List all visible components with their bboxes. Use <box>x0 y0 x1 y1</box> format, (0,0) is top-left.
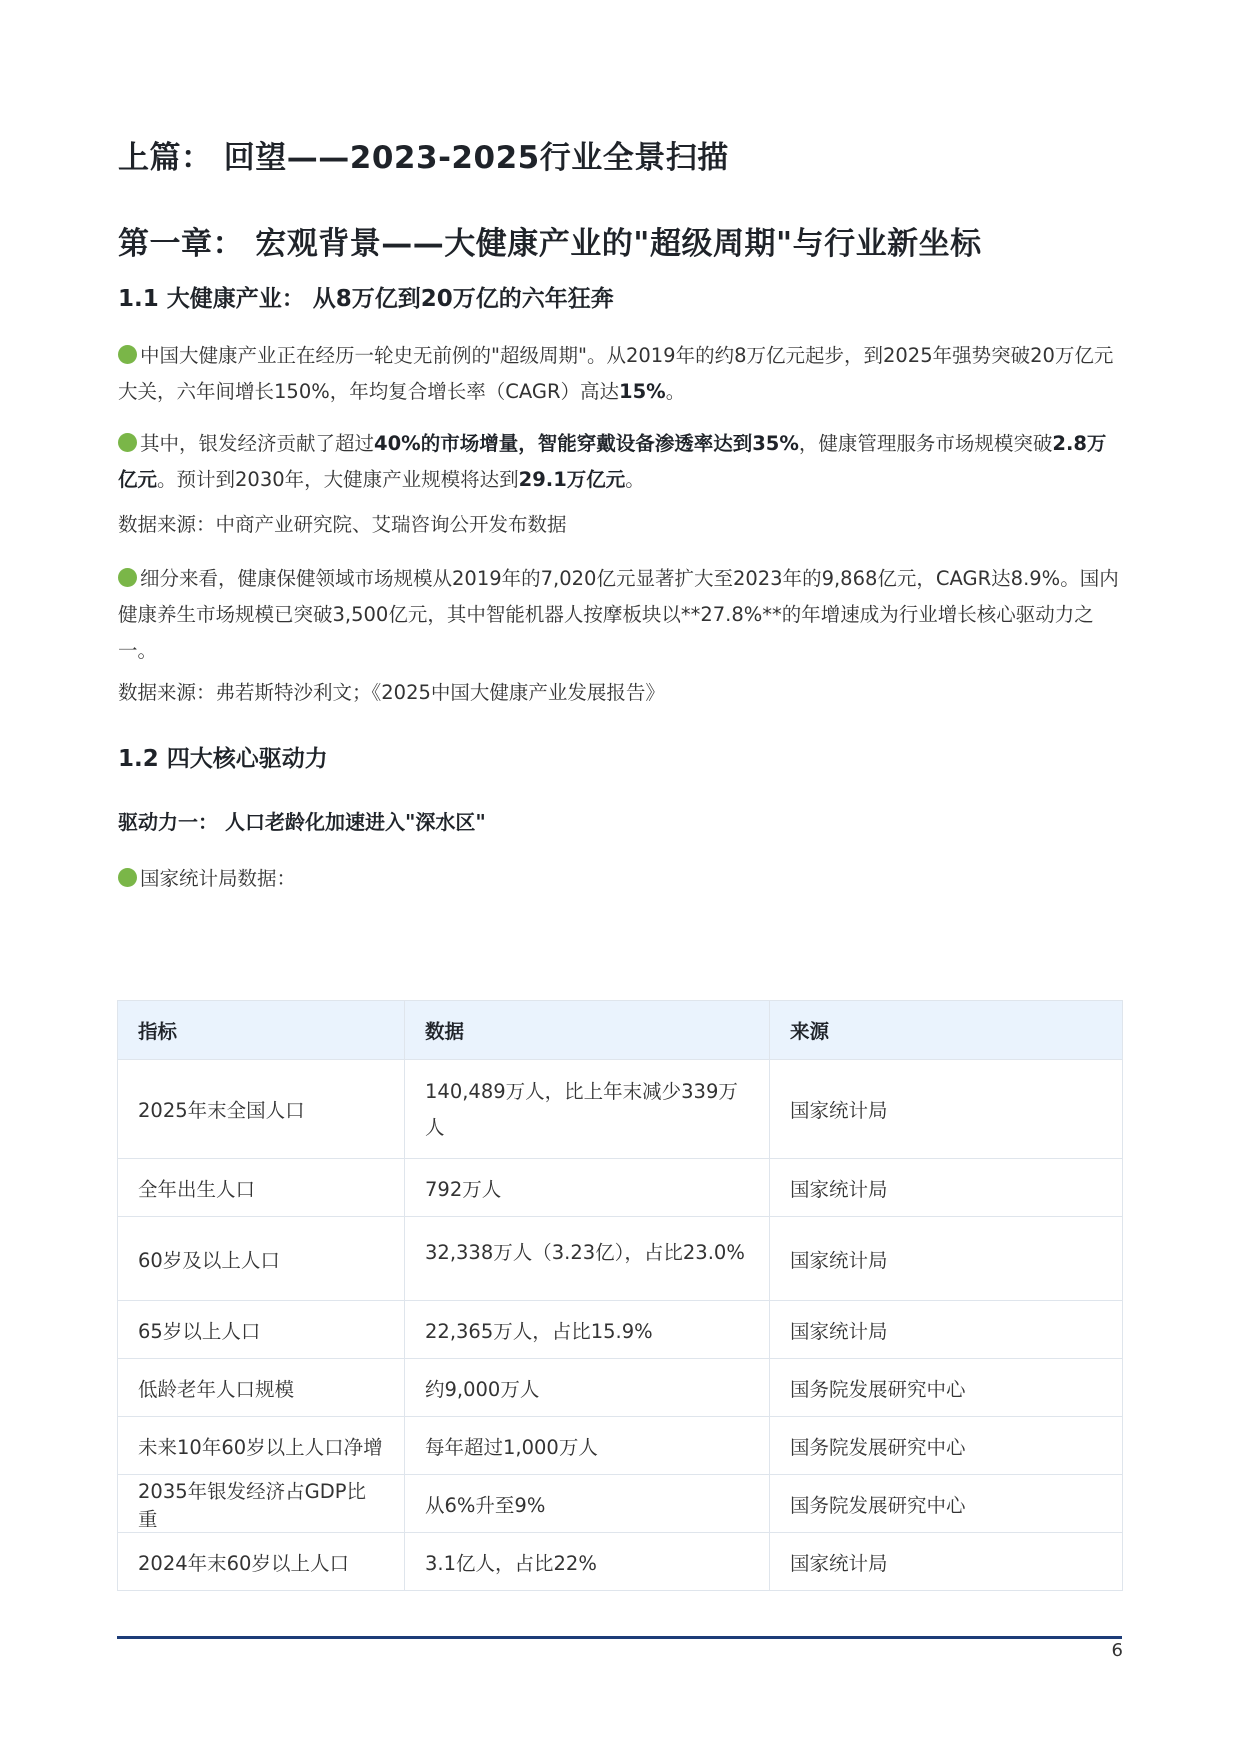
table-row <box>118 1301 1123 1359</box>
table-cell: 国务院发展研究中心 <box>770 1417 1123 1475</box>
paragraph-silver-economy: 其中，银发经济贡献了超过40%的市场增量，智能穿戴设备渗透率达到35%，健康管理服务市场规模突破2.8万亿元。预计到2030年，大健康产业规模将达到29.1万亿元。 <box>118 432 1107 491</box>
table-cell: 2024年末60岁以上人口 <box>118 1533 405 1591</box>
column-header-source: 来源 <box>770 1001 1123 1060</box>
table-cell: 约9,000万人 <box>405 1359 770 1417</box>
page-number: 6 <box>1111 1640 1123 1661</box>
table-row <box>118 1217 1123 1301</box>
table-cell: 国家统计局 <box>770 1159 1123 1217</box>
data-source-note: 数据来源：弗若斯特沙利文；《2025中国大健康产业发展报告》 <box>118 681 665 704</box>
population-statistics-table <box>117 1000 1123 1591</box>
table-cell: 2025年末全国人口 <box>118 1060 405 1159</box>
table-cell: 3.1亿人，占比22% <box>405 1533 770 1591</box>
table-row <box>118 1475 1123 1533</box>
table-cell: 从6%升至9% <box>405 1475 770 1533</box>
driver-one-title: 驱动力一： 人口老龄化加速进入"深水区" <box>118 810 486 834</box>
table-cell: 140,489万人，比上年末减少339万人 <box>405 1060 770 1159</box>
bullet-dot-icon <box>118 868 137 887</box>
table-row <box>118 1060 1123 1159</box>
table-cell: 国家统计局 <box>770 1217 1123 1301</box>
table-cell: 每年超过1,000万人 <box>405 1417 770 1475</box>
paragraph-segment-detail: 细分来看，健康保健领域市场规模从2019年的7,020亿元显著扩大至2023年的9,868亿元，CAGR达8.9%。国内健康养生市场规模已突破3,500亿元，其中智能机器人按摩板块以**27.8%**的年增速成为行业增长核心驱动力之一。 <box>118 567 1119 662</box>
table-cell: 低龄老年人口规模 <box>118 1359 405 1417</box>
table-cell: 65岁以上人口 <box>118 1301 405 1359</box>
column-header-indicator: 指标 <box>118 1001 405 1060</box>
table-cell: 22,365万人，占比15.9% <box>405 1301 770 1359</box>
table-header-row <box>118 1001 1123 1060</box>
table-cell: 2035年银发经济占GDP比重 <box>118 1475 405 1533</box>
table-row <box>118 1417 1123 1475</box>
table-cell: 国务院发展研究中心 <box>770 1475 1123 1533</box>
table-cell: 全年出生人口 <box>118 1159 405 1217</box>
table-row <box>118 1159 1123 1217</box>
table-cell: 792万人 <box>405 1159 770 1217</box>
statistics-table-container <box>117 1000 1122 1591</box>
footer-divider <box>117 1636 1122 1639</box>
chapter-title: 第一章： 宏观背景——大健康产业的"超级周期"与行业新坐标 <box>118 226 982 262</box>
table-row <box>118 1533 1123 1591</box>
section-title-1-2: 1.2 四大核心驱动力 <box>118 746 328 772</box>
table-cell: 国家统计局 <box>770 1301 1123 1359</box>
table-intro: 国家统计局数据： <box>118 863 296 891</box>
part-title: 上篇： 回望——2023-2025行业全景扫描 <box>118 140 729 176</box>
bullet-dot-icon <box>118 568 137 587</box>
bullet-dot-icon <box>118 433 137 452</box>
section-title-1-1: 1.1 大健康产业： 从8万亿到20万亿的六年狂奔 <box>118 286 614 312</box>
table-row <box>118 1359 1123 1417</box>
table-cell: 国务院发展研究中心 <box>770 1359 1123 1417</box>
table-cell: 国家统计局 <box>770 1060 1123 1159</box>
table-cell: 60岁及以上人口 <box>118 1217 405 1301</box>
table-cell: 国家统计局 <box>770 1533 1123 1591</box>
bullet-dot-icon <box>118 345 137 364</box>
table-cell: 未来10年60岁以上人口净增 <box>118 1417 405 1475</box>
data-source-note: 数据来源：中商产业研究院、艾瑞咨询公开发布数据 <box>118 513 567 536</box>
table-cell: 32,338万人（3.23亿），占比23.0% <box>405 1217 770 1301</box>
paragraph-industry-overview: 中国大健康产业正在经历一轮史无前例的"超级周期"。从2019年的约8万亿元起步，到2025年强势突破20万亿元大关，六年间增长150%，年均复合增长率（CAGR）高达15%。 <box>118 344 1114 403</box>
column-header-data: 数据 <box>405 1001 770 1060</box>
